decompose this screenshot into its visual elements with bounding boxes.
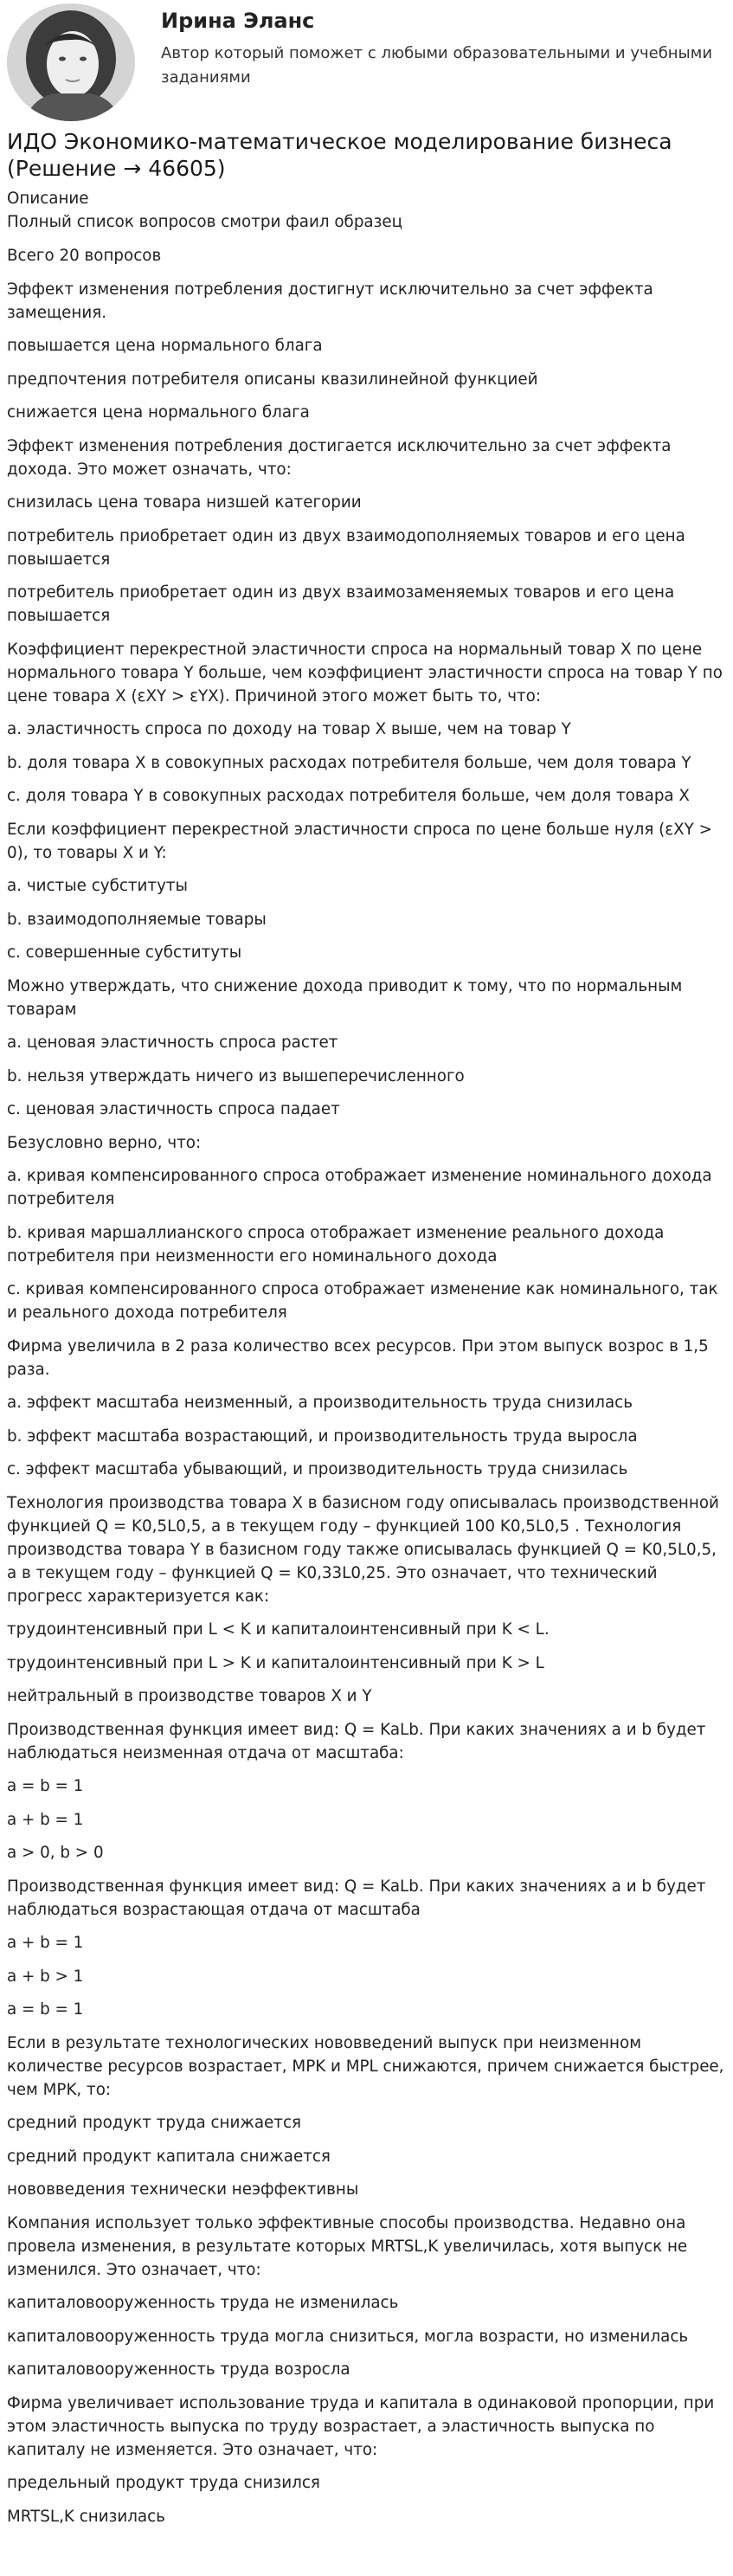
content-paragraph: a + b > 1 (7, 1967, 84, 1986)
content-paragraph: снижается цена нормального блага (7, 403, 310, 422)
content-paragraph: средний продукт труда снижается (7, 2114, 301, 2132)
content-paragraph: трудоинтенсивный при L < K и капиталоинтенсивный при K < L. (7, 1620, 550, 1639)
content-paragraph: a = b = 1 (7, 2000, 84, 2019)
content-paragraph: капиталовооруженность труда могла снизиться, могла возрасти, но изменилась (7, 2327, 689, 2346)
author-description: Автор который поможет с любыми образовательными и учебными заданиями (161, 44, 713, 87)
content-paragraph: Фирма увеличила в 2 раза количество всех ресурсов. При этом выпуск возрос в 1,5 раза. (7, 1336, 709, 1379)
content-paragraph: b. взаимодополняемые товары (7, 910, 267, 929)
content-paragraph: Если коэффициент перекрестной эластичности спроса по цене больше нуля (εXY > 0), то товары X и Y: (7, 820, 712, 862)
content-paragraph: нововведения технически неэффективны (7, 2180, 359, 2199)
content-paragraph: Если в результате технологических нововведений выпуск при неизменном количестве ресурсов возрастает, MPK и MPL снижаются, причем снижается быстрее, чем MPK, то: (7, 2033, 724, 2099)
description-section (0, 182, 733, 2528)
content-paragraph: a + b = 1 (7, 1934, 84, 1952)
content-paragraph: капиталовооруженность труда не изменилась (7, 2294, 399, 2312)
content-paragraph: Производственная функция имеет вид: Q = KaLb. При каких значениях a и b будет наблюдаться возрастающая отдача от масштаба (7, 1877, 706, 1919)
content-paragraph: потребитель приобретает один из двух взаимодополняемых товаров и его цена повышается (7, 526, 685, 569)
question-list (7, 244, 726, 2528)
content-paragraph: Производственная функция имеет вид: Q = KaLb. При каких значениях a и b будет наблюдаться неизменная отдача от масштаба: (7, 1720, 706, 1762)
content-paragraph: предпочтения потребителя описаны квазилинейной функцией (7, 370, 538, 389)
content-paragraph: повышается цена нормального блага (7, 337, 323, 355)
content-paragraph: b. доля товара X в совокупных расходах потребителя больше, чем доля товара Y (7, 753, 691, 772)
content-paragraph: Можно утверждать, что снижение дохода приводит к тому, что по нормальным товарам (7, 976, 683, 1019)
content-paragraph: c. эффект масштаба убывающий, и производительность труда снизилась (7, 1460, 628, 1478)
description-note: Полный список вопросов смотри фаил образец (7, 213, 403, 231)
content-paragraph: a > 0, b > 0 (7, 1844, 104, 1862)
content-paragraph: Всего 20 вопросов (7, 247, 162, 265)
content-paragraph: c. кривая компенсированного спроса отображает изменение как номинального, так и реального дохода потребителя (7, 1280, 718, 1322)
content-paragraph: a. чистые субституты (7, 877, 188, 895)
content-paragraph: MRTSL,K снизилась (7, 2507, 165, 2526)
content-paragraph: снизилась цена товара низшей категории (7, 493, 362, 512)
content-paragraph: потребитель приобретает один из двух взаимозаменяемых товаров и его цена повышается (7, 583, 675, 625)
content-paragraph: Коэффициент перекрестной эластичности спроса на нормальный товар X по цене нормального товара Y больше, чем коэффициент эластичности спроса на товар Y по цене товара X (εXY > εYX). Причиной этого может быть то, что: (7, 640, 723, 705)
content-paragraph: Эффект изменения потребления достигается исключительно за счет эффекта дохода. Это может означать, что: (7, 436, 672, 479)
content-paragraph: a. эффект масштаба неизменный, а производительность труда снизилась (7, 1394, 633, 1412)
content-paragraph: b. нельзя утверждать ничего из вышеперечисленного (7, 1066, 465, 1085)
content-paragraph: a. кривая компенсированного спроса отображает изменение номинального дохода потребителя (7, 1167, 712, 1208)
content-paragraph: Безусловно верно, что: (7, 1133, 202, 1152)
avatar-photo (7, 3, 135, 121)
content-paragraph: средний продукт капитала снижается (7, 2147, 331, 2166)
description-label: Описание (7, 190, 89, 208)
author-card (0, 0, 733, 126)
content-paragraph: трудоинтенсивный при L > K и капиталоинтенсивный при K > L (7, 1653, 544, 1672)
content-paragraph: нейтральный в производстве товаров X и Y (7, 1687, 372, 1705)
content-paragraph: c. ценовая эластичность спроса падает (7, 1100, 340, 1118)
content-paragraph: a = b = 1 (7, 1777, 84, 1795)
content-paragraph: a. эластичность спроса по доходу на товар X выше, чем на товар Y (7, 720, 571, 738)
content-paragraph: b. эффект масштаба возрастающий, и производительность труда выросла (7, 1426, 638, 1446)
content-paragraph: предельный продукт труда снизился (7, 2474, 320, 2492)
avatar[interactable] (7, 3, 135, 121)
content-paragraph: Технология производства товара X в базисном году описывалась производственной функцией Q = K0,5L0,5, а в текущем году – функцией 100 K0,5L0,5 . Технология производства товара Y в базисном году также описывалась функцией Q = K0,5L0,5, а в текущем году – функцией Q = K0,33L0,25. Это означает, что технический прогресс характеризуется как: (7, 1493, 719, 1606)
content-paragraph: Эффект изменения потребления достигнут исключительно за счет эффекта замещения. (7, 280, 653, 322)
content-paragraph: c. совершенные субституты (7, 943, 242, 962)
content-paragraph: c. доля товара Y в совокупных расходах потребителя больше, чем доля товара X (7, 787, 690, 805)
content-paragraph: a. ценовая эластичность спроса растет (7, 1034, 338, 1052)
content-paragraph: Фирма увеличивает использование труда и капитала в одинаковой пропорции, при этом эластичность выпуска по труду возрастает, а эластичность выпуска по капиталу не изменяется. Это означает, что: (7, 2393, 715, 2459)
content-paragraph: b. кривая маршаллианского спроса отображает изменение реального дохода потребителя при неизменности его номинального дохода (7, 1223, 665, 1265)
author-name[interactable]: Ирина Эланс (161, 9, 315, 33)
content-paragraph: Компания использует только эффективные способы производства. Недавно она провела изменения, в результате которых MRTSL,K увеличилась, хотя выпуск не изменился. Это означает, что: (7, 2213, 688, 2279)
content-paragraph: капиталовооруженность труда возросла (7, 2360, 350, 2379)
content-paragraph: a + b = 1 (7, 1810, 84, 1829)
page-title: ИДО Экономико-математическое моделирование бизнеса (Решение → 46605) (7, 129, 672, 181)
